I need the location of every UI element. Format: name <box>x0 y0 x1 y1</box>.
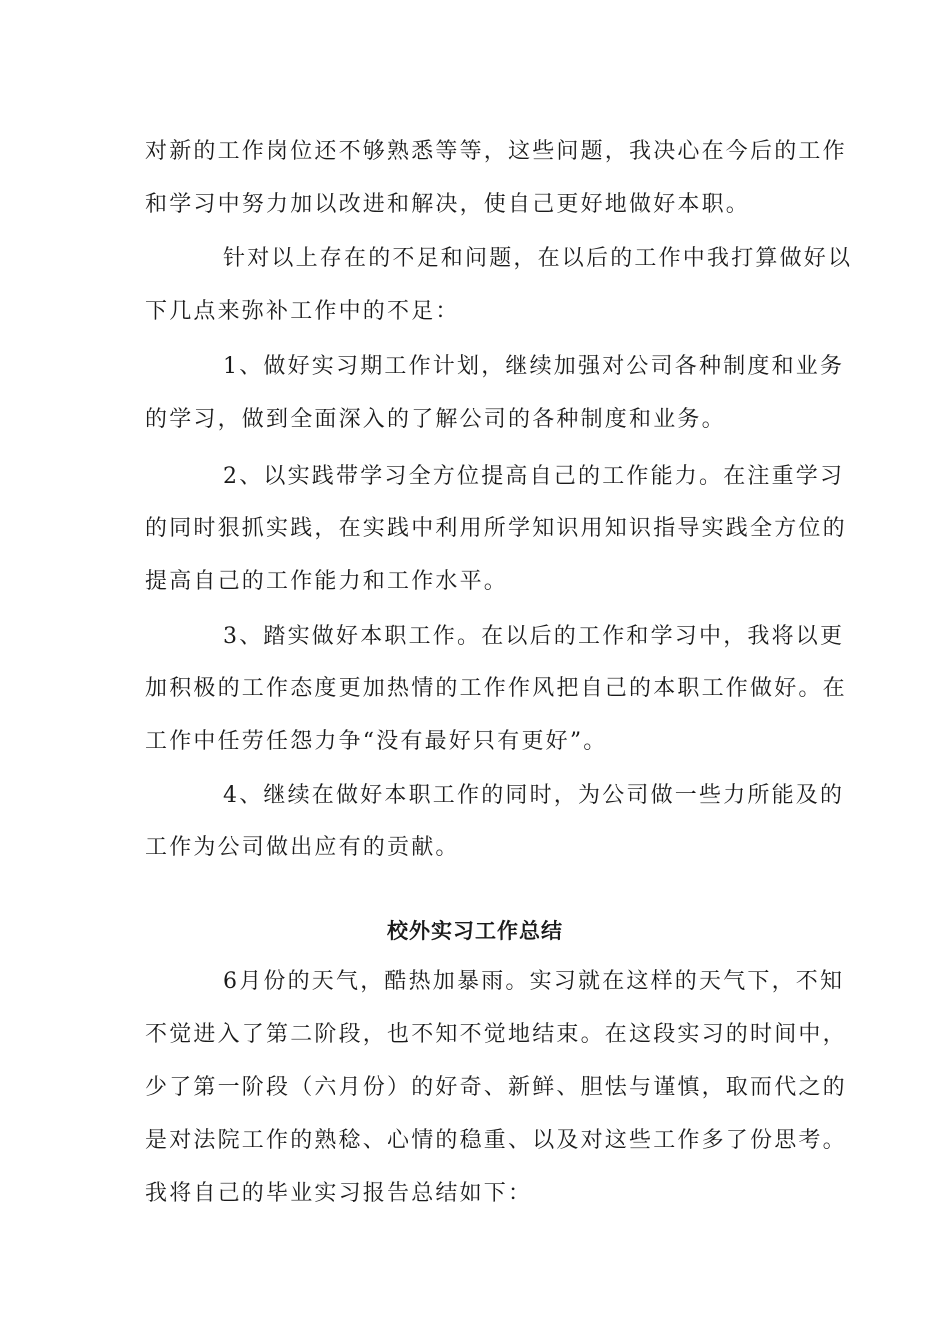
list-item-line: 的同时狠抓实践，在实践中利用所学知识用知识指导实践全方位的 <box>145 516 847 541</box>
paragraph-line: 少了第一阶段（六月份）的好奇、新鲜、胆怯与谨慎，取而代之的 <box>145 1075 847 1100</box>
paragraph-line: 是对法院工作的熟稔、心情的稳重、以及对这些工作多了份思考。 <box>145 1128 847 1153</box>
list-item-line: 工作中任劳任怨力争“没有最好只有更好”。 <box>145 729 608 754</box>
list-item-line: 的学习，做到全面深入的了解公司的各种制度和业务。 <box>145 407 726 432</box>
list-item-line: 2、以实践带学习全方位提高自己的工作能力。在注重学习 <box>223 464 845 489</box>
paragraph-line: 下几点来弥补工作中的不足： <box>145 299 460 324</box>
paragraph-line: 6月份的天气，酷热加暴雨。实习就在这样的天气下，不知 <box>223 969 845 994</box>
list-item-line: 3、踏实做好本职工作。在以后的工作和学习中，我将以更 <box>223 624 845 649</box>
list-item-line: 1、做好实习期工作计划，继续加强对公司各种制度和业务 <box>223 354 845 379</box>
section-title: 校外实习工作总结 <box>387 918 563 943</box>
list-item-line: 工作为公司做出应有的贡献。 <box>145 835 460 860</box>
paragraph-line: 不觉进入了第二阶段，也不知不觉地结束。在这段实习的时间中， <box>145 1022 847 1047</box>
list-item-line: 加积极的工作态度更加热情的工作作风把自己的本职工作做好。在 <box>145 676 847 701</box>
paragraph-line: 和学习中努力加以改进和解决，使自己更好地做好本职。 <box>145 192 751 217</box>
paragraph-line: 我将自己的毕业实习报告总结如下： <box>145 1181 533 1206</box>
list-item-line: 提高自己的工作能力和工作水平。 <box>145 569 509 594</box>
list-item-line: 4、继续在做好本职工作的同时，为公司做一些力所能及的 <box>223 783 845 808</box>
paragraph-line: 对新的工作岗位还不够熟悉等等，这些问题，我决心在今后的工作 <box>145 139 847 164</box>
paragraph-line: 针对以上存在的不足和问题，在以后的工作中我打算做好以 <box>223 246 853 271</box>
